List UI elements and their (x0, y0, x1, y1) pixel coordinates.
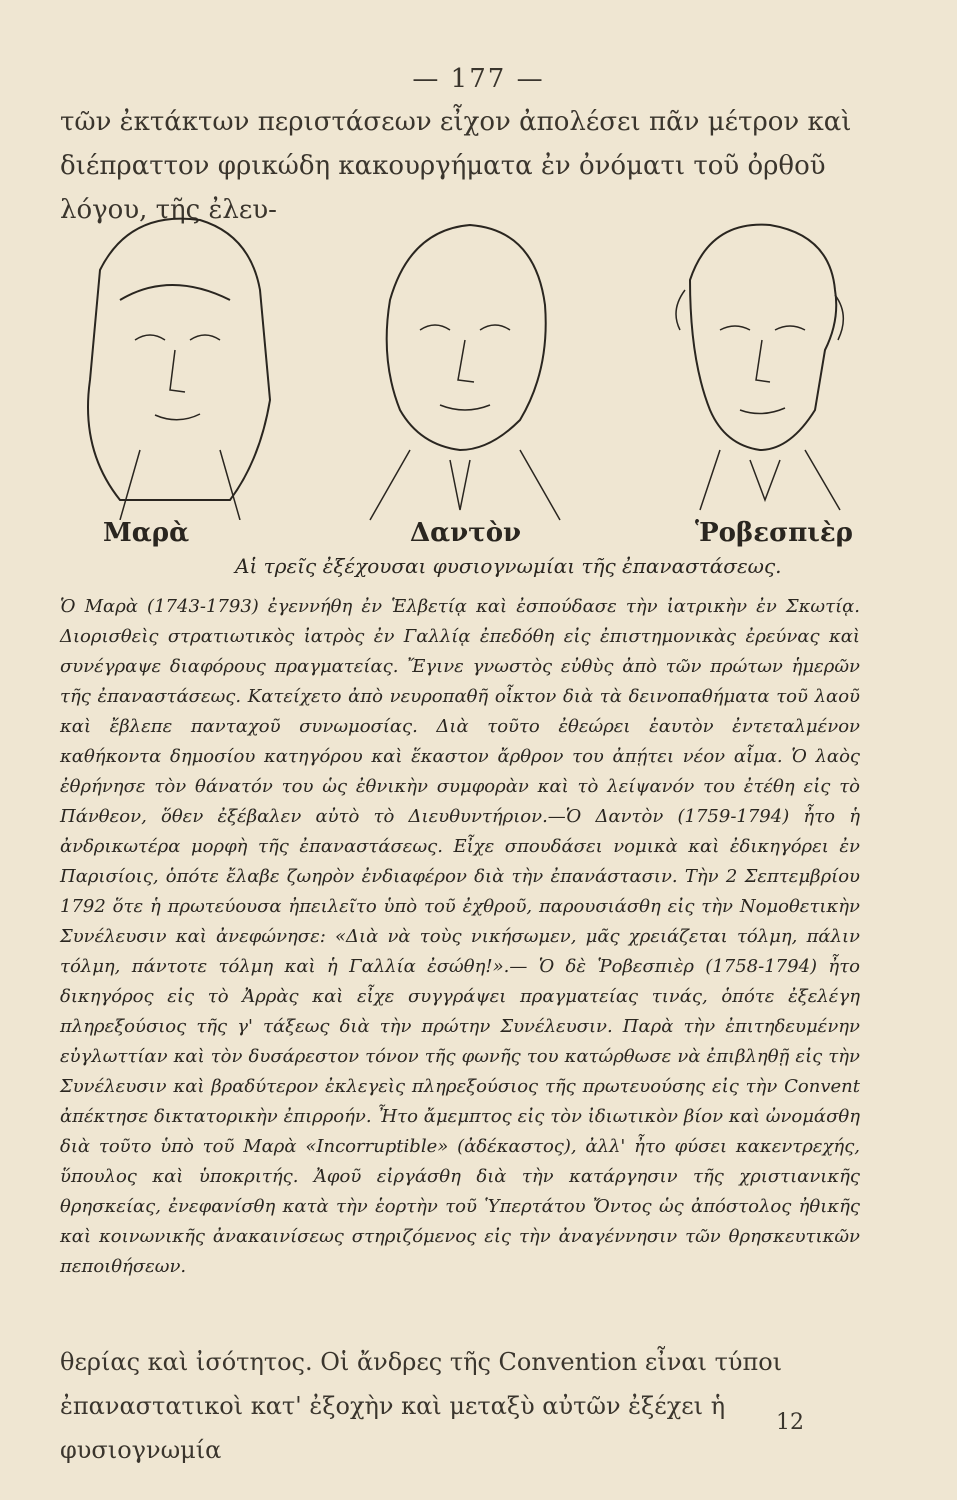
portraits-caption: Αἱ τρεῖς ἐξέχουσαι φυσιογνωμίαι τῆς ἐπαναστάσεως. (235, 554, 782, 578)
signature-mark: 12 (776, 1410, 804, 1435)
portraits-illustration (60, 200, 860, 530)
top-paragraph: τῶν ἐκτάκτων περιστάσεων εἶχον ἀπολέσει πᾶν μέτρον καὶ διέπραττον φρικώδη κακουργήματα ἐν ὀνόματι τοῦ ὀρθοῦ λόγου, τῆς ἐλευ- (60, 107, 852, 225)
marat-portrait (60, 200, 280, 520)
danton-portrait (350, 210, 570, 530)
portrait-names (0, 518, 957, 558)
biographies-text: Ὁ Μαρὰ (1743-1793) ἐγεννήθη ἐν Ἑλβετίᾳ καὶ ἐσπούδασε τὴν ἰατρικὴν ἐν Σκωτίᾳ. Διορισθεὶς στρατιωτικὸς ἰατρὸς ἐν Γαλλίᾳ ἐπεδόθη εἰς ἐπιστημονικὰς ἐρεύνας καὶ συνέγραψε διαφόρους πραγματείας. Ἔγινε γνωστὸς εὐθὺς ἀπὸ τῶν πρώτων ἡμερῶν τῆς ἐπαναστάσεως. Κατείχετο ἀπὸ νευροπαθῆ οἶκτον διὰ τὰ δεινοπαθήματα τοῦ λαοῦ καὶ ἔβλεπε πανταχοῦ συνωμοσίας. Διὰ τοῦτο ἐθεώρει ἑαυτὸν ἐντεταλμένον καθήκοντα δημοσίου κατηγόρου καὶ ἕκαστον ἄρθρον του ἀπῄτει νέον αἷμα. Ὁ λαὸς ἐθρήνησε τὸν θάνατόν του ὡς ἐθνικὴν συμφορὰν καὶ τὸ λείψανόν του ἐτέθη εἰς τὸ Πάνθεον, ὅθεν ἐξέβαλεν αὐτὸ τὸ Διευθυντήριον.—Ὁ Δαντὸν (1759-1794) ἦτο ἡ ἀνδρικωτέρα μορφὴ τῆς ἐπαναστάσεως. Εἶχε σπουδάσει νομικὰ καὶ ἐδικηγόρει ἐν Παρισίοις, ὁπότε ἔλαβε ζωηρὸν ἐνδιαφέρον διὰ τὴν ἐπανάστασιν. Τὴν 2 Σεπτεμβρίου 1792 ὅτε ἡ πρωτεύουσα ἠπειλεῖτο ὑπὸ τοῦ ἐχθροῦ, παρουσιάσθη εἰς τὴν Νομοθετικὴν Συνέλευσιν καὶ ἀνεφώνησε: «Διὰ νὰ τοὺς νικήσωμεν, μᾶς χρειάζεται τόλμη, πάλιν τόλμη, πάντοτε τόλμη καὶ ἡ Γαλλία ἐσώθη!».— Ὁ δὲ Ῥοβεσπιὲρ (1758-1794) ἦτο δικηγόρος εἰς τὸ Ἀρρὰς καὶ εἶχε συγγράψει πραγματείας τινάς, ὁπότε ἐξελέγη πληρεξούσιος τῆς γ' τάξεως διὰ τὴν πρώτην Συνέλευσιν. Παρὰ τὴν ἐπιτηδευμένην εὐγλωττίαν καὶ τὸν δυσάρεστον τόνον τῆς φωνῆς του κατώρθωσε νὰ ἐπιβληθῇ εἰς τὴν Συνέλευσιν καὶ βραδύτερον ἐκλεγεὶς πληρεξούσιος τῆς πρωτευούσης εἰς τὴν Convent ἀπέκτησε δικτατορικὴν ἐπιρροήν. Ἦτο ἄμεμπτος εἰς τὸν ἰδιωτικὸν βίον καὶ ὠνομάσθη διὰ τοῦτο ὑπὸ τοῦ Μαρὰ «Incorruptible» (ἀδέκαστος), ἀλλ' ἦτο φύσει κακεντρεχής, ὕπουλος καὶ ὑποκριτής. Ἀφοῦ εἰργάσθη διὰ τὴν κατάργησιν τῆς χριστιανικῆς θρησκείας, ἐνεφανίσθη κατὰ τὴν ἑορτὴν τοῦ Ὑπερτάτου Ὄντος ὡς ἀπόστολος ἠθικῆς καὶ κοινωνικῆς ἀνακαινίσεως στηριζόμενος εἰς τὴν ἀναγέννησιν τῶν θρησκευτικῶν πεποιθήσεων. (60, 596, 860, 1277)
name-robespierre: Ῥοβεσπιὲρ (695, 518, 853, 548)
name-marat: Μαρὰ (103, 518, 190, 548)
page-number: — 177 — (412, 64, 545, 94)
bottom-paragraph: θερίας καὶ ἰσότητος. Οἱ ἄνδρες τῆς Convention εἶναι τύποι ἐπαναστατικοὶ κατ' ἐξοχὴν καὶ μεταξὺ αὐτῶν ἐξέχει ἡ φυσιογνωμία (60, 1348, 783, 1464)
name-danton: Δαντὸν (410, 518, 522, 548)
robespierre-portrait (640, 200, 860, 520)
biographies-paragraph (60, 592, 860, 1282)
